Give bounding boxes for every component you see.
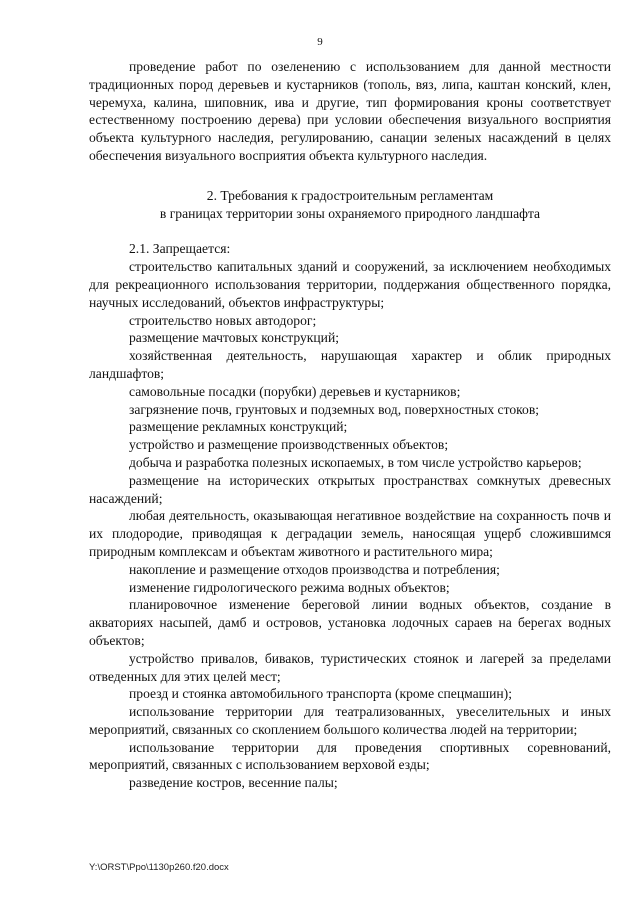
subsection-title: 2.1. Запрещается: [129, 241, 231, 257]
list-item: накопление и размещение отходов производства и потребления; [129, 561, 500, 577]
list-item: устройство и размещение производственных объектов; [129, 437, 449, 453]
list-item: загрязнение почв, грунтовых и подземных вод, поверхностных стоков; [129, 401, 540, 417]
document-body [89, 58, 611, 792]
list-item: разведение костров, весенние палы; [129, 775, 338, 791]
list-item: добыча и разработка полезных ископаемых, в том числе устройство карьеров; [129, 454, 582, 470]
list-item: планировочное изменение береговой линии водных объектов, создание в акваториях насыпей, дамб и островов, установка лодочных сараев на берегах водных объектов; [89, 597, 611, 648]
section-heading-line-2: в границах территории зоны охраняемого природного ландшафта [159, 205, 541, 221]
list-item: строительство новых автодорог; [129, 312, 317, 328]
list-item: размещение на исторических открытых пространствах сомкнутых древесных насаждений; [89, 472, 611, 506]
list-item: использование территории для проведения спортивных соревнований, мероприятий, связанных с использованием верховой езды; [89, 739, 611, 773]
list-item: размещение мачтовых конструкций; [129, 330, 340, 346]
list-item: размещение рекламных конструкций; [129, 419, 348, 435]
list-item: самовольные посадки (порубки) деревьев и кустарников; [129, 383, 461, 399]
list-item: устройство привалов, биваков, туристических стоянок и лагерей за пределами отведенных для этих целей мест; [89, 650, 611, 684]
list-item: проезд и стоянка автомобильного транспорта (кроме спецмашин); [129, 686, 512, 702]
intro-paragraph: проведение работ по озеленению с использованием для данной местности традиционных пород деревьев и кустарников (тополь, вяз, липа, каштан конский, клен, черемуха, калина, шиповник, ива и другие, тип формирования кроны соответствует естественному построению дерева) при условии обеспечения визуального восприятия объекта культурного наследия, регулированию, санации зеленых насаждений в целях обеспечения визуального восприятия объекта культурного наследия. [89, 59, 611, 163]
section-heading [89, 187, 611, 223]
list-item: изменение гидрологического режима водных объектов; [129, 579, 450, 595]
list-item: использование территории для театрализованных, увеселительных и иных мероприятий, связанных со скоплением большого количества людей на территории; [89, 704, 611, 737]
section-heading-line-1: 2. Требования к градостроительным регламентам [206, 187, 494, 203]
list-item: хозяйственная деятельность, нарушающая характер и облик природных ландшафтов; [89, 348, 611, 381]
list-item: строительство капитальных зданий и сооружений, за исключением необходимых для рекреационного использования территории, поддержания общественного порядка, научных исследований, объектов инфраструктуры; [89, 259, 611, 310]
footer-file-path: Y:\ORST\Ppo\1130p260.f20.docx [89, 862, 229, 873]
page-number: 9 [317, 36, 323, 48]
list-item: любая деятельность, оказывающая негативное воздействие на сохранность почв и их плодородие, приводящая к деградации земель, наносящая ущерб сложившимся природным комплексам и объектам животного и растительного мира; [89, 508, 611, 559]
